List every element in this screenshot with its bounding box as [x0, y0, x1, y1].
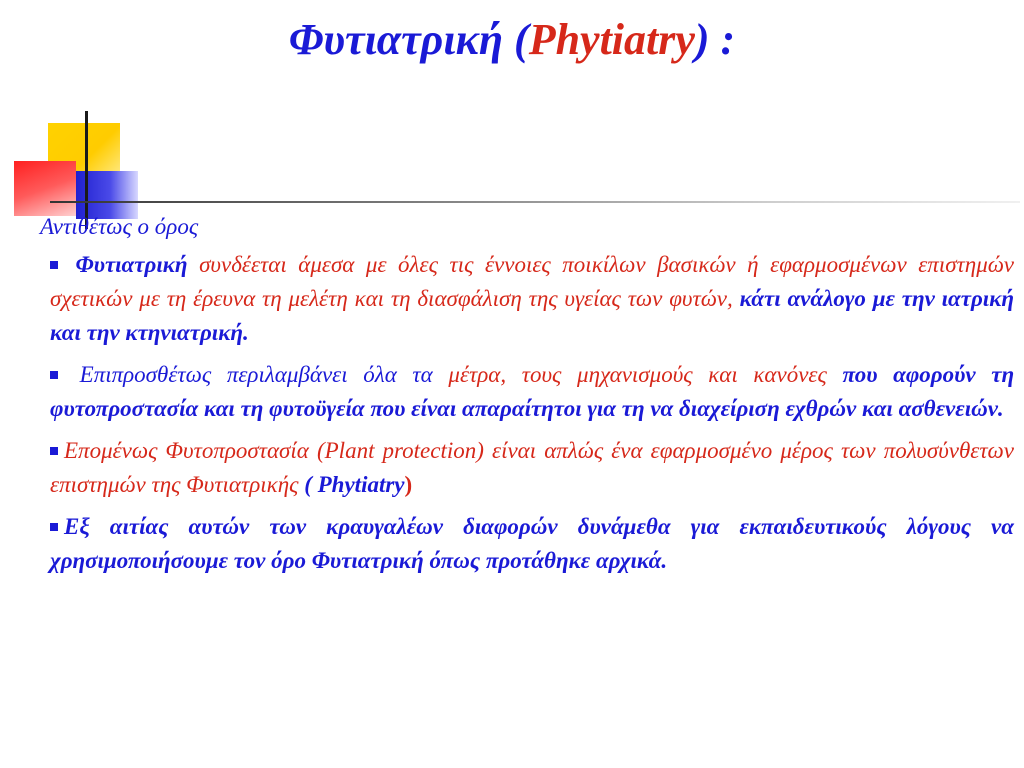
bullet-item-1	[40, 248, 1014, 350]
bullet2-part1: Επιπροσθέτως περιλαμβάνει όλα τα	[79, 362, 433, 387]
horizontal-rule	[50, 201, 1020, 203]
intro-text: Αντιθέτως ο όρος	[40, 214, 199, 239]
bullet3-part6: )	[404, 472, 413, 497]
bullet2-part2: που αφορούν τη φυτοπροστασία και τη φυτοϋγεία που είναι απαραίτητοι για τη να διαχείριση εχθρών και ασθενειών.	[50, 362, 1015, 421]
bullet3-part4: Φυτιατρικής	[186, 472, 299, 497]
red-square	[14, 161, 76, 216]
bullet-square-icon	[50, 523, 58, 531]
bullet1-red-text: συνδέεται άμεσα με όλες τις έννοιες ποικίλων βασικών ή εφαρμοσμένων επιστημών σχετικών με τη έρευνα τη μελέτη και τη διασφάλιση της υγείας των φυτών,	[50, 252, 1014, 311]
bullet3-part1: Επομένως Φυτοπροστασία	[64, 438, 309, 463]
slide-content	[40, 210, 1014, 586]
title-part3: ) :	[694, 15, 736, 64]
bullet-item-3	[40, 434, 1014, 502]
bullet-square-icon	[50, 371, 58, 379]
bullet1-blue-text: κάτι ανάλογο με την ιατρική και την κτηνιατρική.	[50, 286, 1015, 345]
bullet3-part2: (Plant protection)	[316, 438, 484, 463]
bullet3-part3: είναι απλώς ένα εφαρμοσμένο μέρος των πολυσύνθετων επιστημών της	[50, 438, 1015, 497]
bullet2-red3: μηχανισμούς	[577, 362, 693, 387]
bullet-item-2	[40, 358, 1014, 426]
title-part2: Phytiatry	[528, 15, 695, 64]
bullet4-text: Εξ αιτίας αυτών των κραυγαλέων διαφορών δυνάμεθα για εκπαιδευτικούς λόγους να χρησιμοποιήσουμε τον όρο Φυτιατρική όπως προτάθηκε αρχικά.	[50, 514, 1014, 573]
bullet-square-icon	[50, 261, 58, 269]
bullet2-red2: τους	[521, 362, 562, 387]
slide-title	[0, 14, 1024, 65]
bullet3-part5: ( Phytiatry	[304, 472, 405, 497]
bullet2-red4: και κανόνες	[708, 362, 827, 387]
bullet1-term: Φυτιατρική	[75, 252, 188, 277]
bullet-item-4	[40, 510, 1014, 578]
title-part1: Φυτιατρική (	[288, 15, 529, 64]
bullet2-red1: μέτρα,	[448, 362, 507, 387]
bullet-square-icon	[50, 447, 58, 455]
